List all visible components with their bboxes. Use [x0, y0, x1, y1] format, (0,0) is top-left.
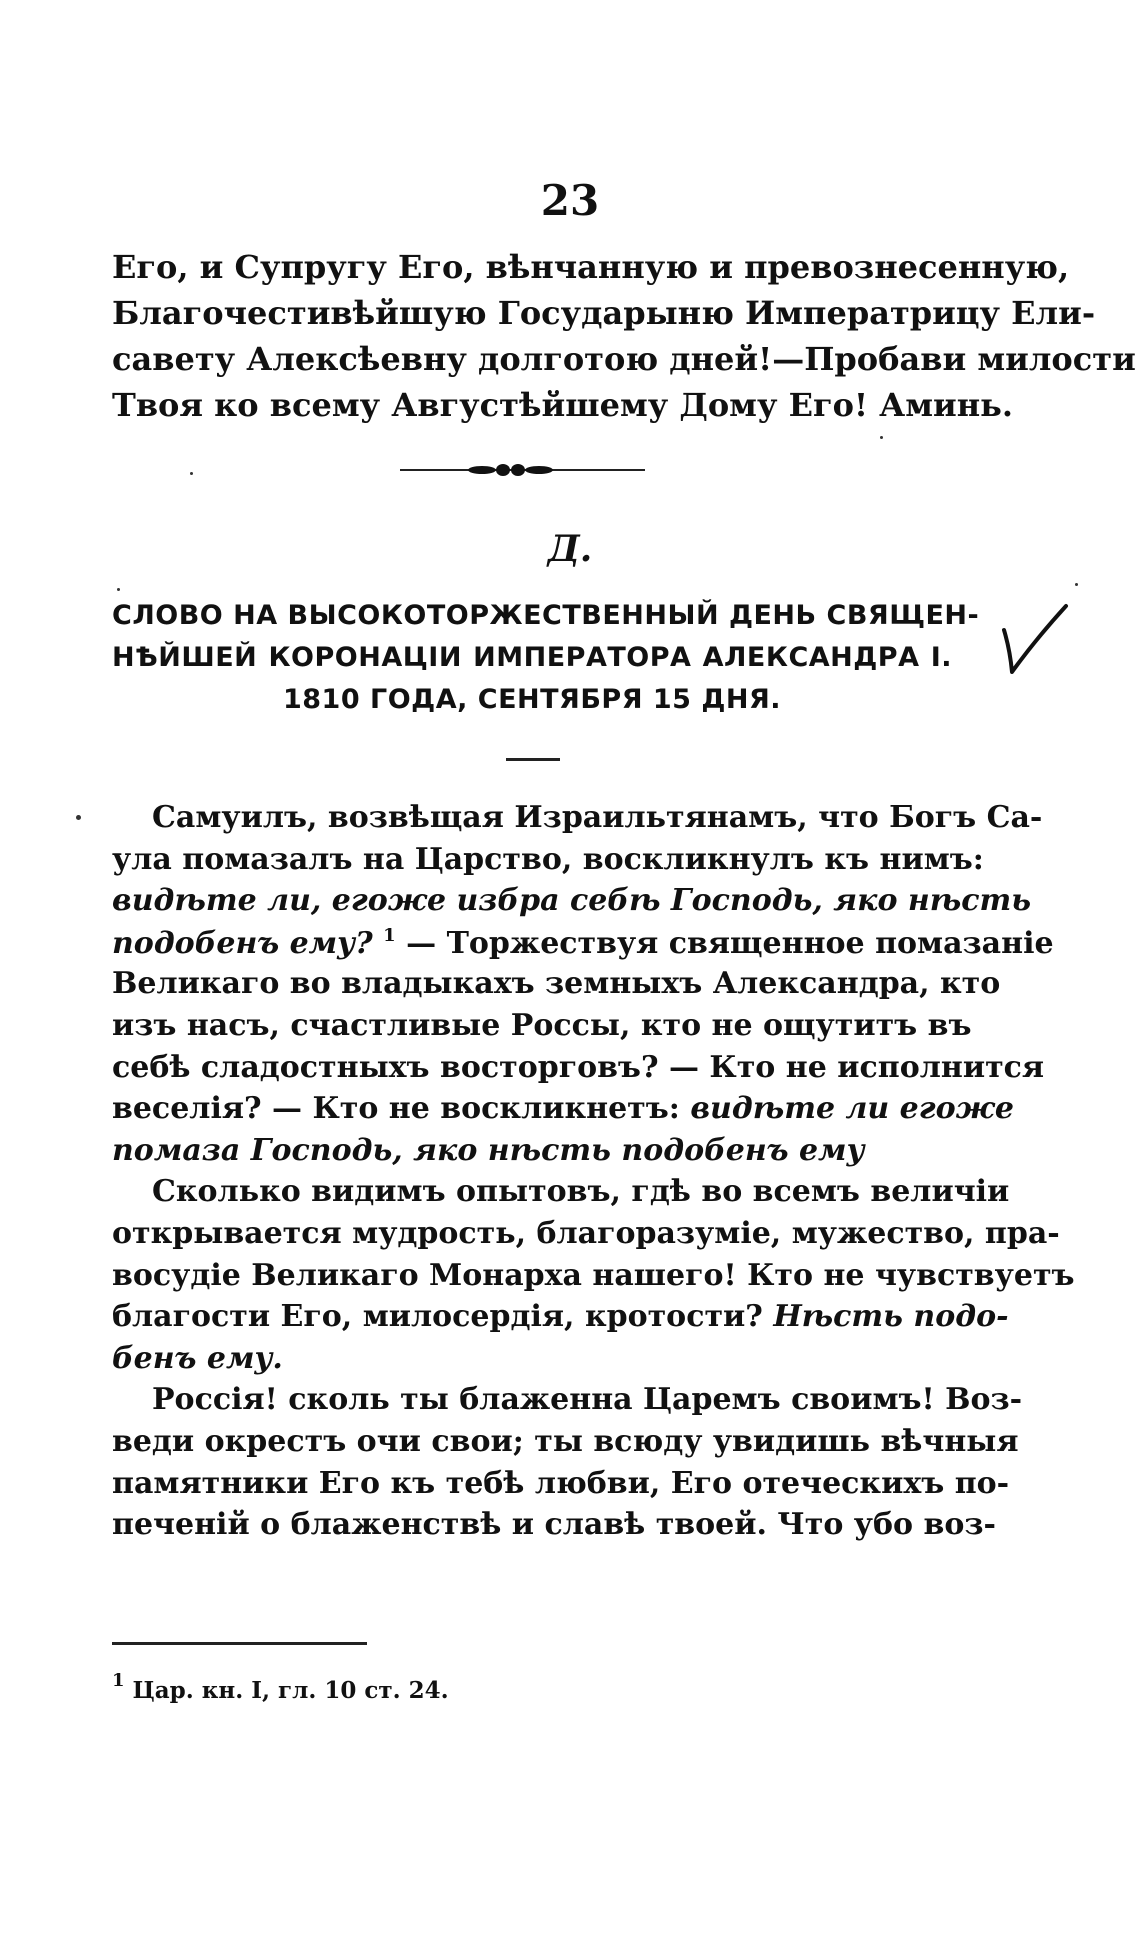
- text-line: ула помазалъ на Царство, воскликнулъ къ нимъ:: [112, 841, 984, 877]
- short-rule: [506, 758, 560, 761]
- text-segment: — Торжествуя священное помазаніе: [406, 925, 1054, 961]
- intro-paragraph: [112, 248, 1136, 432]
- text-line: восудіе Великаго Монарха нашего! Кто не чувствуетъ: [112, 1257, 1075, 1293]
- print-speck: [117, 588, 120, 591]
- italic-quote: подобенъ ему?: [112, 925, 373, 961]
- print-speck: [190, 472, 193, 475]
- italic-quote: Нѣсть подо-: [773, 1299, 1009, 1335]
- heading-line: 1810 ГОДА, СЕНТЯБРЯ 15 ДНЯ.: [282, 684, 782, 715]
- text-line: [112, 1299, 1009, 1341]
- page-number: 23: [540, 176, 600, 225]
- footnote-mark: 1: [112, 1670, 125, 1691]
- text-line: Твоя ко всему Августѣйшему Дому Его! Аминь.: [112, 386, 1013, 424]
- text-line: Самуилъ, возвѣщая Израильтянамъ, что Богъ Са-: [152, 800, 1043, 835]
- text-segment: благости Его, милосердія, кротости?: [112, 1299, 763, 1335]
- section-mark: Д.: [547, 528, 593, 570]
- text-line: веди окрестъ очи свои; ты всюду увидишь вѣчныя: [112, 1423, 1019, 1459]
- footnote: [112, 1670, 449, 1704]
- ornament-divider: [400, 462, 645, 478]
- text-line: Великаго во владыкахъ земныхъ Александра, кто: [112, 966, 1001, 1002]
- footnote-rule: [112, 1642, 367, 1645]
- text-line: памятники Его къ тебѣ любви, Его отеческихъ по-: [112, 1465, 1010, 1501]
- text-line: изъ насъ, счастливые Россы, кто не ощутитъ въ: [112, 1007, 972, 1043]
- print-speck: [880, 436, 883, 439]
- heading-line: НѢЙШЕЙ КОРОНАЦІИ ИМПЕРАТОРА АЛЕКСАНДРА I.: [112, 642, 952, 673]
- text-line: Россія! сколь ты блаженна Царемъ своимъ! Воз-: [152, 1382, 1023, 1418]
- section-heading: [112, 600, 980, 726]
- text-line: бенъ ему.: [112, 1340, 283, 1376]
- text-line: себѣ сладостныхъ восторговъ? — Кто не исполнится: [112, 1049, 1045, 1085]
- text-line: [112, 924, 1054, 967]
- text-line: видѣте ли, егоже избра себѣ Господь, яко нѣсть: [112, 883, 1032, 919]
- handwritten-check-mark: [1000, 600, 1070, 675]
- text-line: Сколько видимъ опытовъ, гдѣ во всемъ величіи: [152, 1174, 1010, 1210]
- print-speck: [76, 815, 81, 820]
- text-line: савету Алексѣевну долготою дней!—Пробави милости: [112, 340, 1136, 378]
- text-segment: веселія? — Кто не воскликнетъ:: [112, 1091, 680, 1127]
- print-speck: [1075, 583, 1078, 586]
- text-line: Его, и Супругу Его, вѣнчанную и превознесенную,: [112, 248, 1070, 286]
- italic-quote: видѣте ли егоже: [690, 1091, 1014, 1127]
- heading-line: СЛОВО НА ВЫСОКОТОРЖЕСТВЕННЫЙ ДЕНЬ СВЯЩЕН-: [112, 600, 980, 631]
- text-line: печеній о блаженствѣ и славѣ твоей. Что убо воз-: [112, 1507, 996, 1543]
- text-line: открывается мудрость, благоразуміе, мужество, пра-: [112, 1215, 1060, 1251]
- body-text: [112, 800, 1075, 1549]
- text-line: Благочестивѣйшую Государыню Императрицу Ели-: [112, 294, 1096, 332]
- text-line: [112, 1091, 1014, 1133]
- text-line: помаза Господь, яко нѣсть подобенъ ему: [112, 1132, 865, 1168]
- footnote-text: Цар. кн. I, гл. 10 ст. 24.: [132, 1677, 449, 1704]
- footnote-reference: 1: [383, 924, 396, 946]
